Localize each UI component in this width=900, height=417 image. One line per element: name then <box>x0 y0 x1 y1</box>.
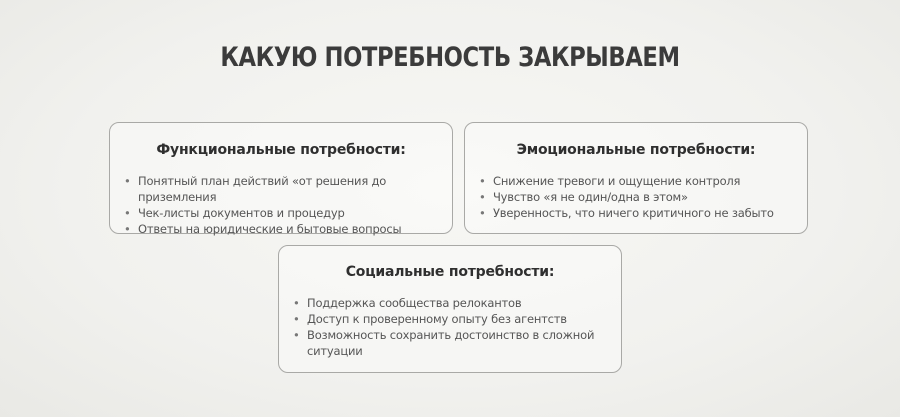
list-item <box>124 205 452 221</box>
needs-list <box>124 173 452 237</box>
list-item <box>124 221 452 237</box>
list-item <box>479 189 807 205</box>
bullet-icon: • <box>124 222 131 236</box>
bullet-icon: • <box>479 174 486 188</box>
list-item-text: Чувство «я не один/одна в этом» <box>493 190 688 204</box>
list-item-text: Чек-листы документов и процедур <box>138 206 345 220</box>
needs-list <box>293 295 607 359</box>
list-item-text: Поддержка сообщества релокантов <box>307 296 522 310</box>
functional-needs-card <box>109 122 453 234</box>
list-item-text: Уверенность, что ничего критичного не забыто <box>493 206 774 220</box>
bullet-icon: • <box>293 312 300 326</box>
list-item-text: Снижение тревоги и ощущение контроля <box>493 174 741 188</box>
list-item-text: Возможность сохранить достоинство в сложной ситуации <box>307 328 595 358</box>
list-item-text: Понятный план действий «от решения до приземления <box>138 174 387 204</box>
list-item <box>479 205 807 221</box>
emotional-needs-card <box>464 122 808 234</box>
bullet-icon: • <box>293 296 300 310</box>
bullet-icon: • <box>293 328 300 342</box>
bullet-icon: • <box>124 174 131 188</box>
list-item <box>293 295 607 311</box>
page-title: КАКУЮ ПОТРЕБНОСТЬ ЗАКРЫВАЕМ <box>220 42 680 73</box>
list-item <box>293 327 607 359</box>
bullet-icon: • <box>479 190 486 204</box>
needs-list <box>479 173 807 221</box>
card-heading: Социальные потребности: <box>345 264 555 280</box>
list-item <box>293 311 607 327</box>
list-item-text: Доступ к проверенному опыту без агентств <box>307 312 567 326</box>
bullet-icon: • <box>124 206 131 220</box>
social-needs-card <box>278 245 622 373</box>
bullet-icon: • <box>479 206 486 220</box>
card-heading: Функциональные потребности: <box>156 142 406 158</box>
list-item <box>479 173 807 189</box>
list-item-text: Ответы на юридические и бытовые вопросы <box>138 222 402 236</box>
list-item <box>124 173 452 205</box>
card-heading: Эмоциональные потребности: <box>516 142 756 158</box>
